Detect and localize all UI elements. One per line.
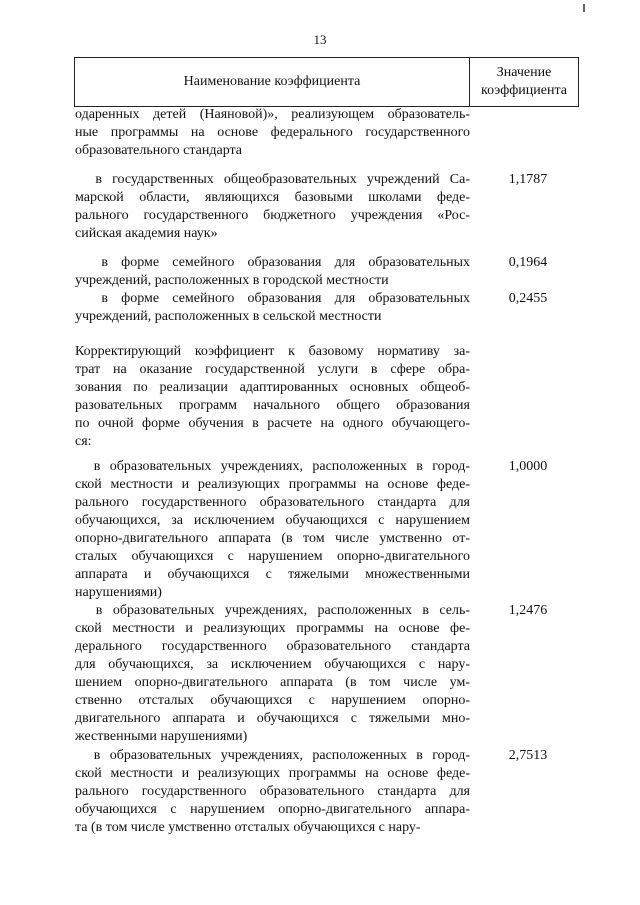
row-text (75, 106, 470, 160)
text-line: в образовательных учреждениях, расположенных в город- (75, 748, 470, 763)
row-text (75, 602, 470, 746)
coefficient-value: 1,1787 (508, 172, 548, 187)
text-line: шением опорно-двигательного аппарата (в том числе ум- (75, 675, 470, 690)
text-line: жественными нарушениями) (75, 729, 248, 744)
text-line: рального государственного образовательного стандарта для (75, 495, 470, 510)
coefficient-value: 1,0000 (508, 459, 548, 474)
text-line: Корректирующий коэффициент к базовому нормативу за- (75, 344, 470, 359)
text-line: учреждений, расположенных в городской местности (75, 273, 389, 288)
row-text (75, 747, 470, 837)
text-line: марской области, являющихся базовыми школами феде- (75, 190, 470, 205)
text-line: учреждений, расположенных в сельской местности (75, 309, 382, 324)
coefficient-value: 0,2455 (508, 291, 548, 306)
text-line: обучающихся с нарушением опорно-двигательного аппара- (75, 802, 470, 817)
text-line: обучающихся, за исключением обучающихся с нарушением (75, 513, 470, 528)
row-text (75, 171, 470, 243)
row-text (75, 254, 470, 290)
text-line: ской местности и реализующих программы на основе фе- (75, 621, 470, 636)
text-line: та (в том числе умственно отсталых обучающихся с нару- (75, 820, 421, 835)
text-line: ственно отсталых обучающихся с нарушением опорно- (75, 693, 470, 708)
text-line: ской местности и реализующих программы на основе феде- (75, 766, 470, 781)
text-line: ся: (75, 434, 92, 449)
text-line: рального государственного образовательного стандарта для (75, 784, 470, 799)
column-header-name: Наименование коэффициента (75, 58, 470, 106)
text-line: в форме семейного образования для образовательных (75, 291, 470, 306)
text-line: дерального государственного образовательного стандарта (75, 639, 470, 654)
scan-mark (583, 4, 585, 12)
text-line: в образовательных учреждениях, расположенных в город- (75, 459, 470, 474)
page-number: 13 (313, 32, 327, 47)
text-line: одаренных детей (Наяновой)», реализующем образователь- (75, 107, 470, 122)
text-line: двигательного аппарата и обучающихся с тяжелыми мно- (75, 711, 470, 726)
coefficient-value: 1,2476 (508, 603, 548, 618)
text-line: образовательного стандарта (75, 143, 243, 158)
text-line: для обучающихся, за исключением обучающихся с нару- (75, 657, 470, 672)
column-header-value: Значение коэффициента (481, 65, 567, 98)
text-line: ской местности и реализующих программы на основе феде- (75, 477, 470, 492)
table-header (74, 57, 579, 107)
text-line: сийская академия наук» (75, 226, 218, 241)
text-line: зования по реализации адаптированных основных общеоб- (75, 380, 470, 395)
text-line: ные программы на основе федерального государственного (75, 125, 470, 140)
coefficient-value: 0,1964 (508, 255, 548, 270)
text-line: в форме семейного образования для образовательных (75, 255, 470, 270)
row-text (75, 343, 470, 451)
text-line: в государственных общеобразовательных учреждений Са- (75, 172, 470, 187)
text-line: нарушениями) (75, 585, 162, 600)
coefficient-value: 2,7513 (508, 748, 548, 763)
text-line: рального государственного бюджетного учреждения «Рос- (75, 208, 470, 223)
text-line: сталых обучающихся с нарушением опорно-двигательного (75, 549, 470, 564)
text-line: аппарата и обучающихся с тяжелыми множественными (75, 567, 470, 582)
text-line: трат на оказание государственной услуги в сфере обра- (75, 362, 470, 377)
row-text (75, 290, 470, 326)
text-line: по очной форме обучения в расчете на одного обучающего- (75, 416, 470, 431)
text-line: в образовательных учреждениях, расположенных в сель- (75, 603, 470, 618)
text-line: опорно-двигательного аппарата (в том числе умственно от- (75, 531, 470, 546)
text-line: разовательных программ начального общего образования (75, 398, 470, 413)
row-text (75, 458, 470, 602)
